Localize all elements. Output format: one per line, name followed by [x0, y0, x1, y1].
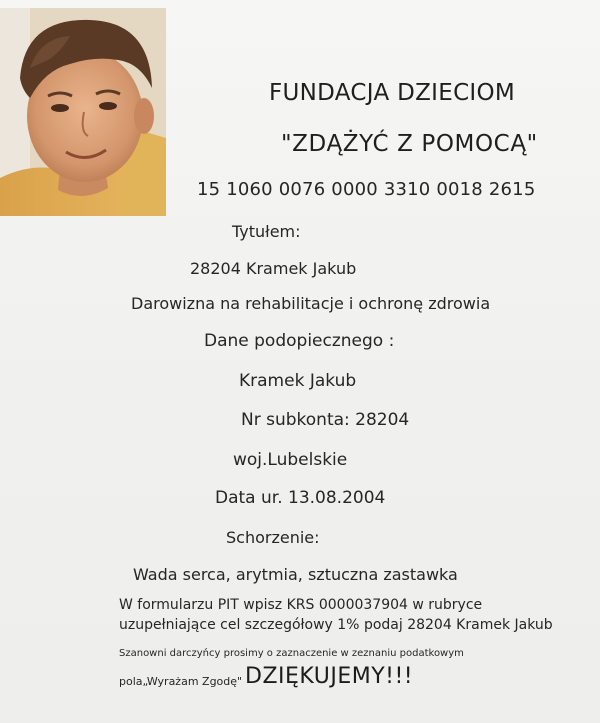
- disease-label: Schorzenie:: [226, 528, 320, 547]
- child-photo-icon: [0, 8, 166, 216]
- consent-field-note: pola„Wyrażam Zgodę": [119, 675, 243, 688]
- thank-you-text: DZIĘKUJEMY!!!: [245, 664, 414, 689]
- pit-instruction-line2: uzupełniające cel szczegółowy 1% podaj 28204 Kramek Jakub: [119, 617, 553, 633]
- donor-note: Szanowni darczyńcy prosimy o zaznaczenie w zeznaniu podatkowym: [119, 648, 464, 659]
- ward-data-label: Dane podopiecznego :: [204, 331, 395, 351]
- child-photo: [0, 8, 166, 216]
- foundation-slogan: "ZDĄŻYĆ Z POMOCĄ": [281, 131, 538, 157]
- subaccount-number: Nr subkonta: 28204: [241, 410, 410, 430]
- pit-instruction-line1: W formularzu PIT wpisz KRS 0000037904 w rubryce: [119, 597, 483, 613]
- ward-name: Kramek Jakub: [239, 371, 357, 391]
- bank-account-number: 15 1060 0076 0000 3310 0018 2615: [197, 179, 536, 200]
- birth-date: Data ur. 13.08.2004: [215, 488, 386, 508]
- foundation-name: FUNDACJA DZIECIOM: [269, 80, 516, 106]
- disease-value: Wada serca, arytmia, sztuczna zastawka: [133, 565, 458, 584]
- transfer-title-value: 28204 Kramek Jakub: [190, 259, 357, 278]
- transfer-title-label: Tytułem:: [232, 222, 301, 241]
- donation-purpose: Darowizna na rehabilitacje i ochronę zdrowia: [131, 294, 491, 313]
- region: woj.Lubelskie: [233, 450, 348, 470]
